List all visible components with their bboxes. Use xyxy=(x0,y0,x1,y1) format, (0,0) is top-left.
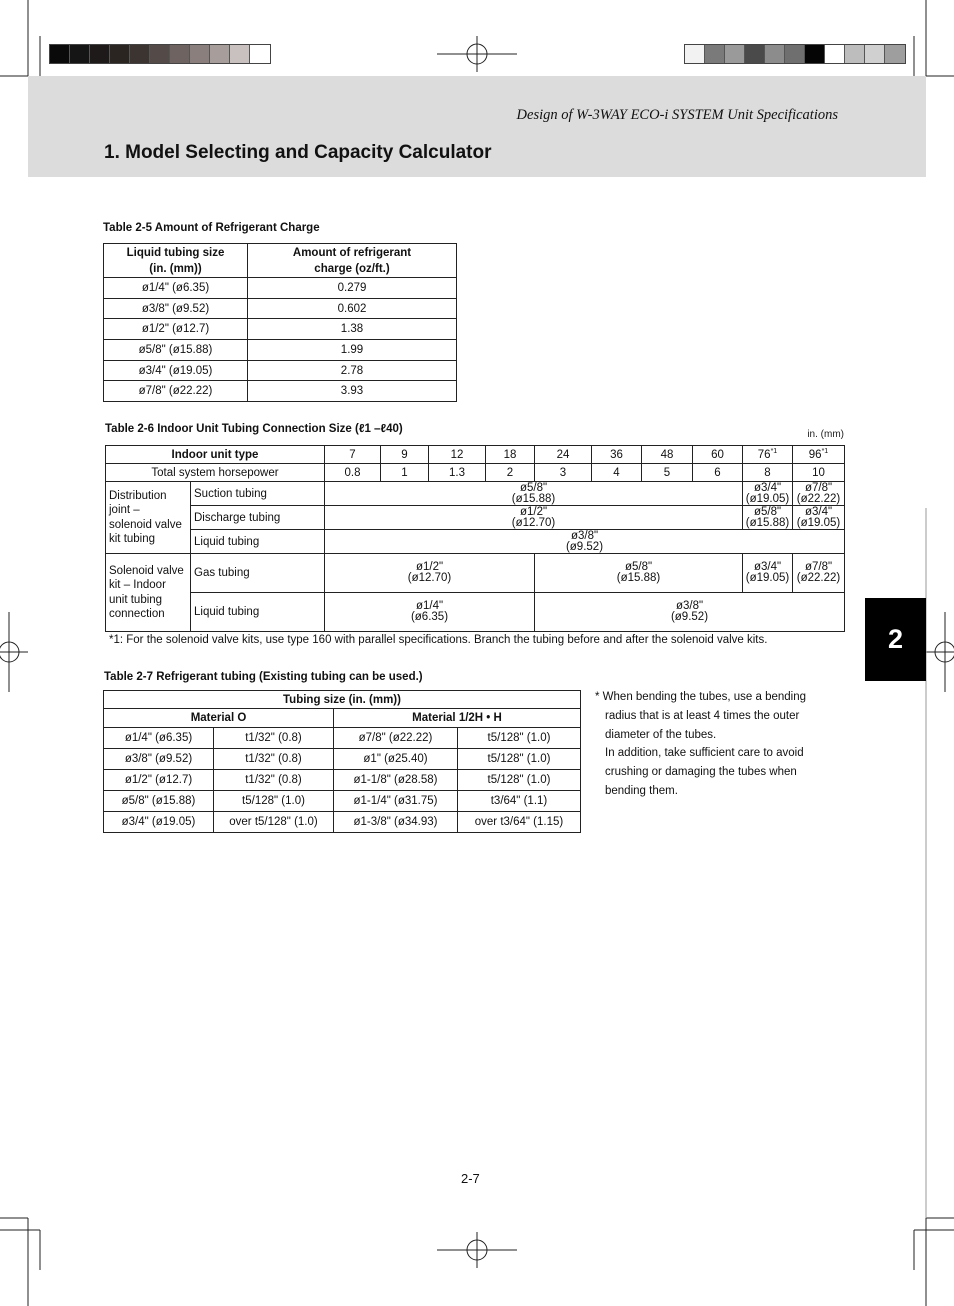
color-swatch xyxy=(865,45,885,63)
hp-cell: 4 xyxy=(592,464,642,482)
material-h-size-cell: ø1-1/4" (ø31.75) xyxy=(334,791,458,812)
group-label-line: joint – xyxy=(109,504,140,516)
chapter-tab: 2 xyxy=(865,598,926,681)
table-2-6-caption: Table 2-6 Indoor Unit Tubing Connection Size (ℓ1 –ℓ40) xyxy=(105,423,403,435)
header-liquid-tubing-size xyxy=(104,244,248,278)
type-cell: 24 xyxy=(535,446,592,464)
size-line: ø5/8" xyxy=(519,481,548,494)
material-o-size-cell: ø5/8" (ø15.88) xyxy=(104,791,214,812)
charge-amount-cell: 2.78 xyxy=(248,360,457,381)
group-label-line: unit tubing xyxy=(109,593,163,606)
gas-size-cell xyxy=(793,554,845,593)
tubing-size-cell: ø7/8" (ø22.22) xyxy=(104,381,248,402)
liquid-size-cell xyxy=(325,530,845,554)
color-swatch xyxy=(230,45,250,63)
charge-amount-cell: 3.93 xyxy=(248,381,457,402)
table-row xyxy=(104,770,581,791)
size-line: ø3/8" xyxy=(675,600,704,612)
group-label-line: Distribution xyxy=(109,489,167,502)
size-line: (ø19.05) xyxy=(745,572,790,584)
discharge-size-cell xyxy=(793,506,845,530)
horsepower-label: Total system horsepower xyxy=(106,464,325,482)
type-cell: 48 xyxy=(642,446,693,464)
size-line: ø3/4" xyxy=(804,505,833,518)
size-line: (ø22.22) xyxy=(796,492,841,505)
color-swatch xyxy=(210,45,230,63)
header-refrigerant-amount xyxy=(248,244,457,278)
tubing-size-header: Tubing size (in. (mm)) xyxy=(104,691,581,709)
tubing-size-cell: ø5/8" (ø15.88) xyxy=(104,340,248,361)
material-h-thickness-cell: t5/128" (1.0) xyxy=(458,749,581,770)
material-o-size-cell: ø3/4" (ø19.05) xyxy=(104,812,214,833)
material-h-size-cell: ø7/8" (ø22.22) xyxy=(334,728,458,749)
type-cell: 36 xyxy=(592,446,642,464)
group-label-line: solenoid valve xyxy=(109,518,182,531)
indoor-unit-type-label: Indoor unit type xyxy=(106,446,325,464)
suction-size-cell xyxy=(793,482,845,506)
material-h-thickness-cell: t3/64" (1.1) xyxy=(458,791,581,812)
charge-amount-cell: 0.602 xyxy=(248,298,457,319)
material-o-thickness-cell: t1/32" (0.8) xyxy=(214,749,334,770)
header-subtitle: Design of W-3WAY ECO-i SYSTEM Unit Specifications xyxy=(516,107,838,123)
footnote-mark: *1 xyxy=(770,448,778,456)
refrigerant-tubing-table xyxy=(103,690,581,833)
color-swatch xyxy=(745,45,765,63)
material-o-thickness-cell: t1/32" (0.8) xyxy=(214,728,334,749)
size-line: (ø9.52) xyxy=(670,611,709,623)
group-distribution-joint-label xyxy=(106,482,191,554)
size-line: ø3/4" xyxy=(753,481,782,494)
discharge-tubing-label: Discharge tubing xyxy=(191,506,325,530)
table-row xyxy=(104,381,457,402)
group-label-line: kit – Indoor xyxy=(109,579,166,591)
discharge-size-cell xyxy=(743,506,793,530)
type-cell: 9 xyxy=(381,446,429,464)
group-label-line: connection xyxy=(109,608,165,620)
type-cell: 60 xyxy=(693,446,743,464)
discharge-size-cell xyxy=(325,506,743,530)
refrigerant-charge-table xyxy=(103,243,457,402)
charge-amount-cell: 1.38 xyxy=(248,319,457,340)
liquid-size-cell xyxy=(325,593,535,632)
hp-cell: 1.3 xyxy=(429,464,486,482)
hp-cell: 1 xyxy=(381,464,429,482)
unit-note: in. (mm) xyxy=(807,429,844,440)
size-line: ø5/8" xyxy=(624,561,653,573)
size-line: (ø9.52) xyxy=(565,540,604,553)
size-line: (ø15.88) xyxy=(745,516,790,529)
liquid-tubing-label: Liquid tubing xyxy=(191,593,325,632)
left-color-calibration-bar xyxy=(49,44,271,64)
size-line: (ø15.88) xyxy=(616,572,661,584)
material-h-size-cell: ø1" (ø25.40) xyxy=(334,749,458,770)
group-label-line: Solenoid valve xyxy=(109,564,184,577)
material-o-thickness-cell: t5/128" (1.0) xyxy=(214,791,334,812)
material-h-size-cell: ø1-3/8" (ø34.93) xyxy=(334,812,458,833)
size-line: (ø19.05) xyxy=(796,516,841,529)
table-2-7-caption: Table 2-7 Refrigerant tubing (Existing tubing can be used.) xyxy=(104,671,423,683)
material-o-header: Material O xyxy=(104,709,334,728)
color-swatch xyxy=(90,45,110,63)
hp-cell: 5 xyxy=(642,464,693,482)
color-swatch xyxy=(190,45,210,63)
gas-tubing-label: Gas tubing xyxy=(191,554,325,593)
liquid-size-cell xyxy=(535,593,845,632)
material-h-thickness-cell: over t3/64" (1.15) xyxy=(458,812,581,833)
table-row xyxy=(104,340,457,361)
color-swatch xyxy=(765,45,785,63)
suction-size-cell xyxy=(325,482,743,506)
suction-tubing-label: Suction tubing xyxy=(191,482,325,506)
type-value: 96 xyxy=(808,448,822,461)
group-solenoid-valve-label xyxy=(106,554,191,632)
table-row xyxy=(104,298,457,319)
tubing-size-cell: ø1/2" (ø12.7) xyxy=(104,319,248,340)
note-line: In addition, take sufficient care to avoid xyxy=(605,747,804,760)
header-line: Liquid tubing size xyxy=(126,246,225,259)
hp-cell: 2 xyxy=(486,464,535,482)
size-line: (ø19.05) xyxy=(745,492,790,505)
size-line: ø1/2" xyxy=(415,561,444,573)
header-line: charge (oz/ft.) xyxy=(314,262,390,275)
note-line: diameter of the tubes. xyxy=(605,728,717,741)
color-swatch xyxy=(170,45,190,63)
type-cell: 7 xyxy=(325,446,381,464)
tubing-size-cell: ø3/8" (ø9.52) xyxy=(104,298,248,319)
table-2-6-footnote: *1: For the solenoid valve kits, use type 160 with parallel specifications. Branch the tubing before and after the solenoid valve kits. xyxy=(109,634,768,646)
material-h-header: Material 1/2H • H xyxy=(334,709,581,728)
table-2-5-caption: Table 2-5 Amount of Refrigerant Charge xyxy=(103,222,320,234)
color-swatch xyxy=(70,45,90,63)
size-line: (ø22.22) xyxy=(796,572,841,584)
size-line: (ø15.88) xyxy=(511,492,556,505)
hp-cell: 10 xyxy=(793,464,845,482)
gas-size-cell xyxy=(325,554,535,593)
header-band xyxy=(28,76,926,177)
suction-size-cell xyxy=(743,482,793,506)
tubing-size-cell: ø1/4" (ø6.35) xyxy=(104,278,248,299)
table-row xyxy=(104,360,457,381)
type-cell: 18 xyxy=(486,446,535,464)
color-swatch xyxy=(805,45,825,63)
color-swatch xyxy=(845,45,865,63)
bending-note xyxy=(595,688,845,801)
hp-cell: 6 xyxy=(693,464,743,482)
note-line: * When bending the tubes, use a bending xyxy=(595,691,806,703)
note-line: crushing or damaging the tubes when xyxy=(605,766,797,779)
color-swatch xyxy=(825,45,845,63)
color-swatch xyxy=(50,45,70,63)
color-swatch xyxy=(705,45,725,63)
table-row xyxy=(104,749,581,770)
color-swatch xyxy=(150,45,170,63)
size-line: (ø12.70) xyxy=(407,572,452,584)
hp-cell: 3 xyxy=(535,464,592,482)
material-o-size-cell: ø3/8" (ø9.52) xyxy=(104,749,214,770)
hp-cell: 8 xyxy=(743,464,793,482)
table-row xyxy=(104,791,581,812)
material-h-thickness-cell: t5/128" (1.0) xyxy=(458,770,581,791)
charge-amount-cell: 0.279 xyxy=(248,278,457,299)
note-line: radius that is at least 4 times the outer xyxy=(605,709,800,722)
size-line: ø1/2" xyxy=(519,505,548,518)
header-line: Amount of refrigerant xyxy=(292,246,412,259)
material-o-size-cell: ø1/4" (ø6.35) xyxy=(104,728,214,749)
table-row xyxy=(104,812,581,833)
type-cell xyxy=(793,446,845,464)
color-swatch xyxy=(250,45,270,63)
page-number: 2-7 xyxy=(461,1171,480,1186)
footnote-mark: *1 xyxy=(821,448,829,456)
size-line: ø3/4" xyxy=(753,561,782,573)
material-h-thickness-cell: t5/128" (1.0) xyxy=(458,728,581,749)
color-swatch xyxy=(685,45,705,63)
tubing-connection-size-table xyxy=(105,445,845,632)
table-row xyxy=(104,278,457,299)
material-o-size-cell: ø1/2" (ø12.7) xyxy=(104,770,214,791)
size-line: ø5/8" xyxy=(753,505,782,518)
group-label-line: kit tubing xyxy=(109,533,156,545)
color-swatch xyxy=(725,45,745,63)
size-line: (ø12.70) xyxy=(511,516,556,529)
liquid-tubing-label: Liquid tubing xyxy=(191,530,325,554)
type-cell: 12 xyxy=(429,446,486,464)
right-color-calibration-bar xyxy=(684,44,906,64)
size-line: (ø6.35) xyxy=(410,611,449,623)
type-cell xyxy=(743,446,793,464)
table-row xyxy=(104,319,457,340)
size-line: ø7/8" xyxy=(804,561,833,573)
type-value: 76 xyxy=(757,448,771,461)
color-swatch xyxy=(885,45,905,63)
hp-cell: 0.8 xyxy=(325,464,381,482)
color-swatch xyxy=(785,45,805,63)
size-line: ø3/8" xyxy=(570,529,599,542)
size-line: ø7/8" xyxy=(804,481,833,494)
material-o-thickness-cell: over t5/128" (1.0) xyxy=(214,812,334,833)
gas-size-cell xyxy=(535,554,743,593)
material-o-thickness-cell: t1/32" (0.8) xyxy=(214,770,334,791)
charge-amount-cell: 1.99 xyxy=(248,340,457,361)
header-line: (in. (mm)) xyxy=(149,262,202,275)
tubing-size-cell: ø3/4" (ø19.05) xyxy=(104,360,248,381)
color-swatch xyxy=(110,45,130,63)
material-h-size-cell: ø1-1/8" (ø28.58) xyxy=(334,770,458,791)
color-swatch xyxy=(130,45,150,63)
table-row xyxy=(104,728,581,749)
note-line: bending them. xyxy=(605,784,678,797)
gas-size-cell xyxy=(743,554,793,593)
size-line: ø1/4" xyxy=(415,600,444,612)
page-title: 1. Model Selecting and Capacity Calculator xyxy=(104,142,492,163)
